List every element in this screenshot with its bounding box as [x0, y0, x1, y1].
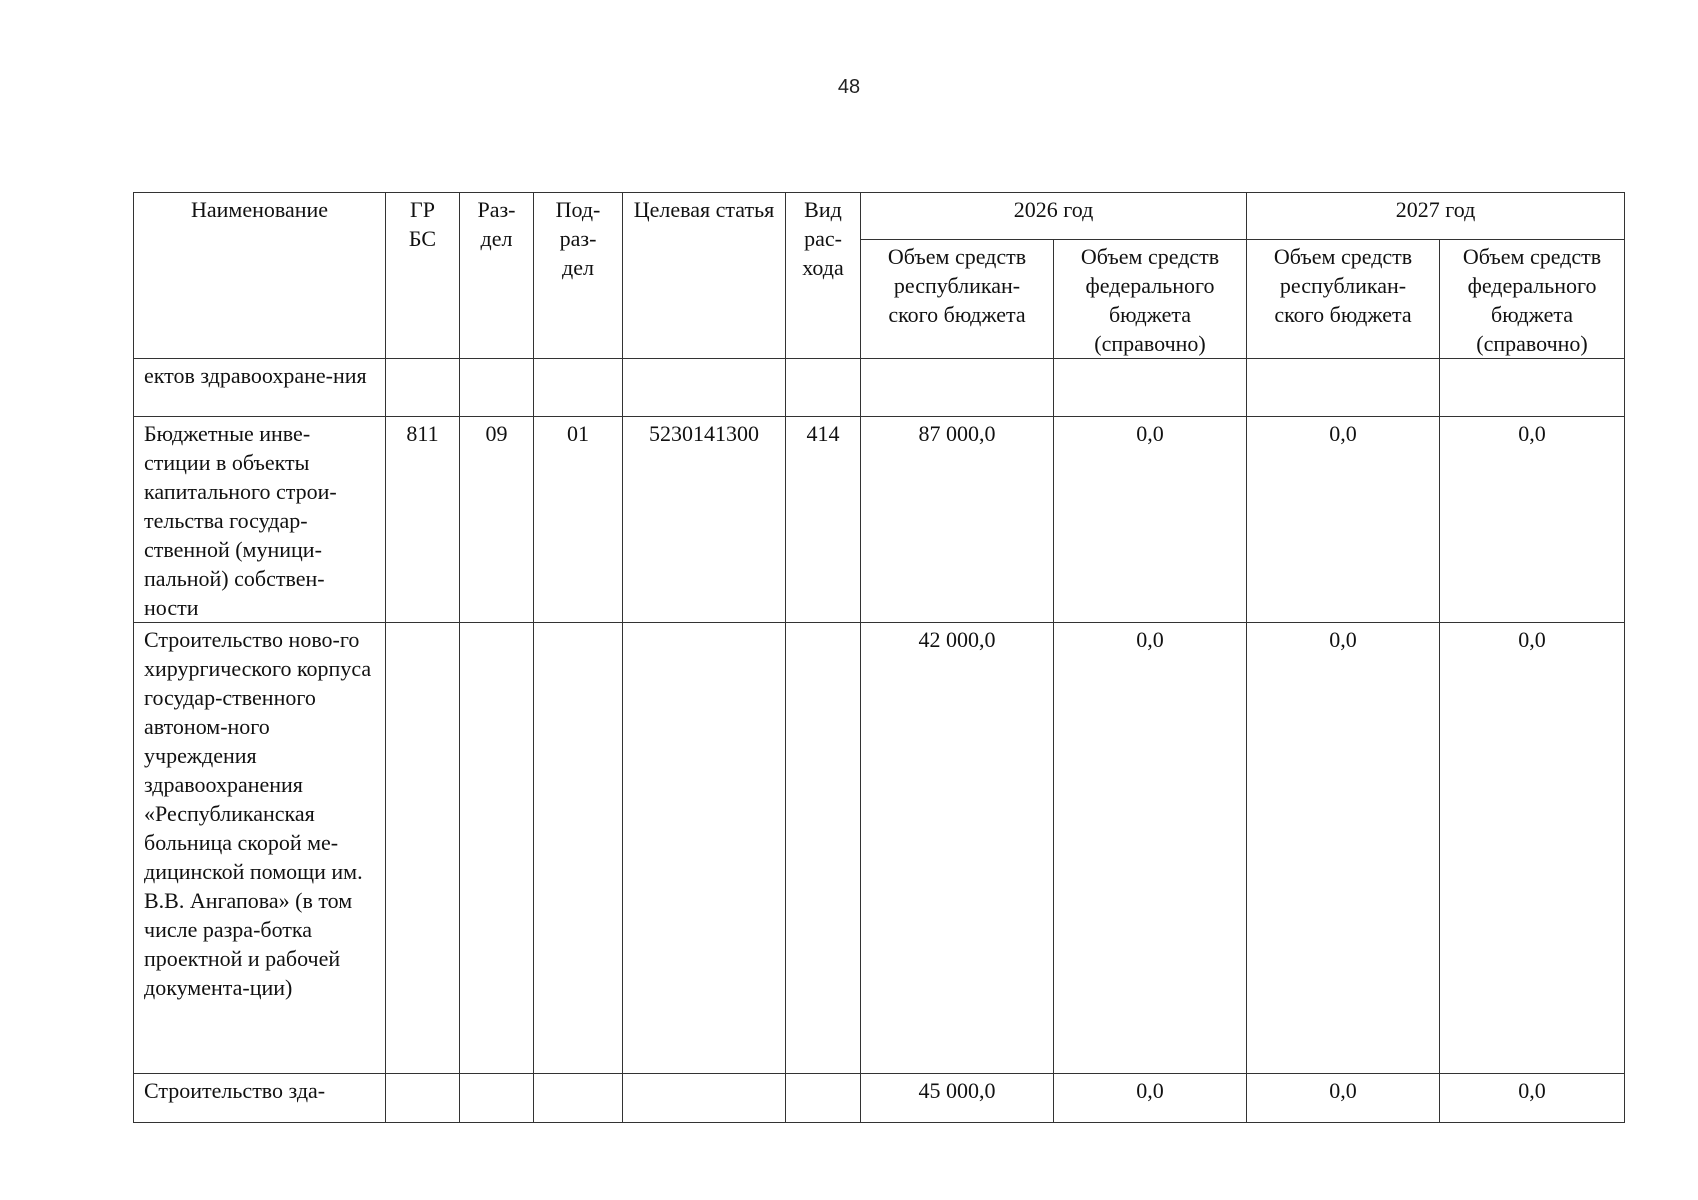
table-row: [134, 623, 1625, 1074]
cell-2026-federal: 0,0: [1054, 623, 1247, 1074]
cell-2026-federal: 0,0: [1054, 417, 1247, 623]
cell-name: ектов здравоохране-ния: [134, 359, 386, 417]
cell-name: Строительство зда-: [134, 1074, 386, 1123]
header-name: Наименование: [134, 193, 386, 359]
header-year-2026: 2026 год: [861, 193, 1247, 240]
cell-2027-federal: 0,0: [1440, 1074, 1625, 1123]
cell-2027-federal: 0,0: [1440, 623, 1625, 1074]
cell-2027-federal: [1440, 359, 1625, 417]
header-2027-republican: Объем средств республикан-ского бюджета: [1247, 240, 1440, 359]
cell-podrazdel: 01: [534, 417, 623, 623]
header-razdel: Раз-дел: [460, 193, 534, 359]
header-2026-federal: Объем средств федерального бюджета (справочно): [1054, 240, 1247, 359]
header-2027-federal: Объем средств федерального бюджета (справочно): [1440, 240, 1625, 359]
cell-podrazdel: [534, 1074, 623, 1123]
cell-podrazdel: [534, 623, 623, 1074]
cell-grbs: [386, 1074, 460, 1123]
cell-podrazdel: [534, 359, 623, 417]
cell-vid: [786, 1074, 861, 1123]
page-number: 48: [837, 76, 861, 98]
cell-2027-republican: 0,0: [1247, 623, 1440, 1074]
cell-razdel: [460, 623, 534, 1074]
cell-name: Бюджетные инве-стиции в объекты капитального строи-тельства государ-ственной (муници-пальной) собствен-ности: [134, 417, 386, 623]
cell-razdel: 09: [460, 417, 534, 623]
cell-2026-federal: 0,0: [1054, 1074, 1247, 1123]
cell-2026-republican: 45 000,0: [861, 1074, 1054, 1123]
header-2026-republican: Объем средств республикан-ского бюджета: [861, 240, 1054, 359]
cell-2026-republican: [861, 359, 1054, 417]
table-row: [134, 359, 1625, 417]
budget-table: [133, 192, 1625, 1123]
cell-2026-federal: [1054, 359, 1247, 417]
table-row: [134, 1074, 1625, 1123]
cell-target: 5230141300: [623, 417, 786, 623]
cell-name: Строительство ново-го хирургического корпуса государ-ственного автоном-ного учреждения здравоохранения «Республиканская больница скорой ме-дицинской помощи им. В.В. Ангапова» (в том числе разра-ботка проектной и рабочей документа-ции): [134, 623, 386, 1074]
cell-2026-republican: 87 000,0: [861, 417, 1054, 623]
cell-razdel: [460, 359, 534, 417]
header-row: [134, 193, 1625, 240]
header-year-2027: 2027 год: [1247, 193, 1625, 240]
header-grbs: ГР БС: [386, 193, 460, 359]
cell-grbs: [386, 623, 460, 1074]
cell-target: [623, 623, 786, 1074]
cell-vid: [786, 623, 861, 1074]
table-row: [134, 417, 1625, 623]
cell-2027-republican: 0,0: [1247, 417, 1440, 623]
cell-grbs: 811: [386, 417, 460, 623]
cell-razdel: [460, 1074, 534, 1123]
header-expense-type: Вид рас-хода: [786, 193, 861, 359]
cell-target: [623, 359, 786, 417]
cell-vid: 414: [786, 417, 861, 623]
cell-vid: [786, 359, 861, 417]
cell-2027-republican: 0,0: [1247, 1074, 1440, 1123]
cell-2026-republican: 42 000,0: [861, 623, 1054, 1074]
cell-target: [623, 1074, 786, 1123]
cell-grbs: [386, 359, 460, 417]
cell-2027-republican: [1247, 359, 1440, 417]
header-target-article: Целевая статья: [623, 193, 786, 359]
cell-2027-federal: 0,0: [1440, 417, 1625, 623]
header-podrazdel: Под-раз-дел: [534, 193, 623, 359]
